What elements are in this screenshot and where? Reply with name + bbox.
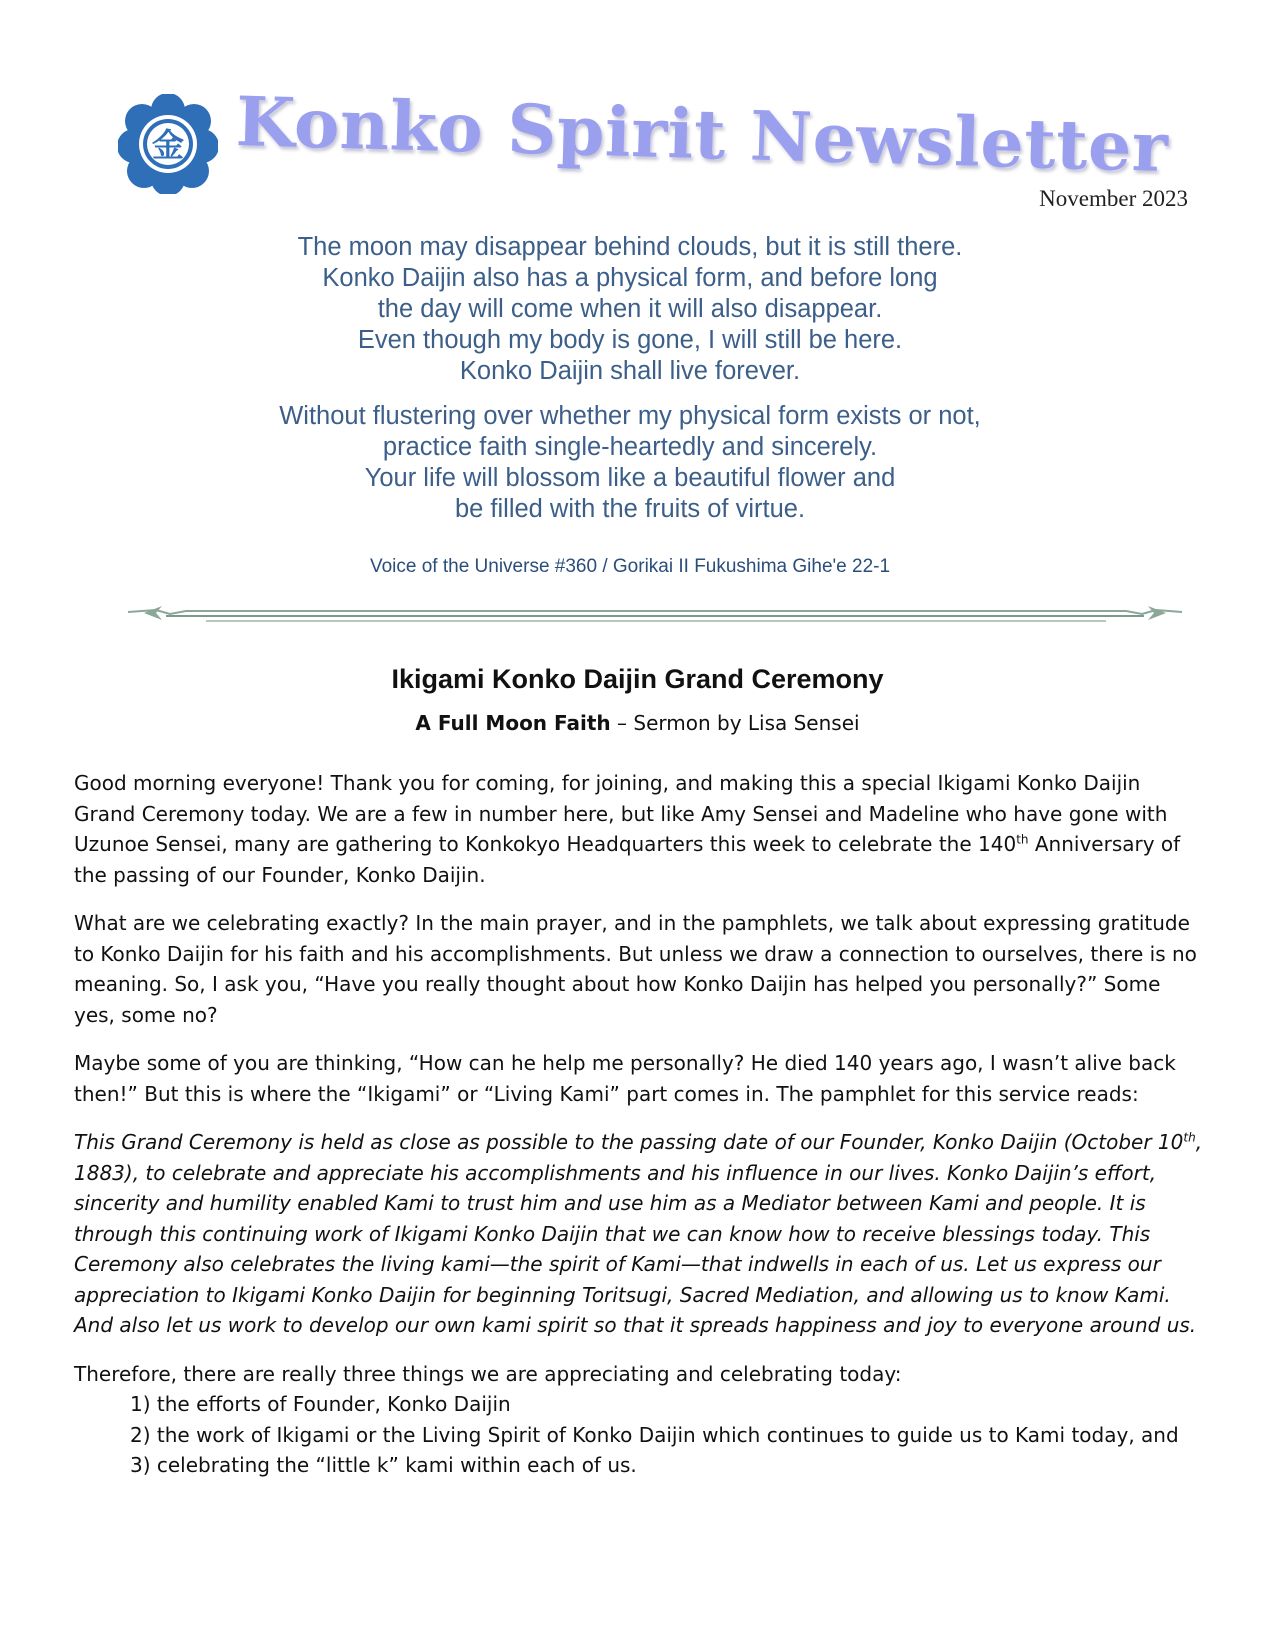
opening-quote	[200, 232, 1060, 539]
quote-text: This Grand Ceremony is held as close as possible to the passing date of our Founder, Konko Daijin (October 10	[74, 1130, 1184, 1154]
quote-line: practice faith single-heartedly and sincerely.	[382, 433, 878, 461]
article-subtitle	[0, 711, 1275, 735]
newsletter-title: Konko Spirit Newsletter	[234, 82, 1170, 189]
quote-line: The moon may disappear behind clouds, but it is still there.	[297, 233, 963, 261]
quote-line: Your life will blossom like a beautiful flower and	[364, 464, 896, 492]
crest-glyph: 金	[151, 126, 185, 164]
subtitle-bold: A Full Moon Faith	[415, 711, 611, 735]
list-item: 2) the work of Ikigami or the Living Spirit of Konko Daijin which continues to guide us to Kami today, and	[130, 1422, 1179, 1447]
celebration-list	[130, 1389, 1204, 1481]
quote-line: Even though my body is gone, I will still be here.	[357, 326, 903, 354]
quote-text: , 1883), to celebrate and appreciate his accomplishments and his influence in our lives. Konko Daijin’s effort, sincerity and humility enabled Kami to trust him and use him as a Mediator between Kami and people. It is through this continuing work of Ikigami Konko Daijin that we can know how to receive blessings today. This Ceremony also celebrates the living kami—the spirit of Kami—that indwells in each of us. Let us express our appreciation to Ikigami Konko Daijin for beginning Toritsugi, Sacred Mediation, and allowing us to know Kami. And also let us work to develop our own kami spirit so that it spreads happiness and joy to everyone around us.	[74, 1130, 1203, 1337]
paragraph-text: Anniversary of the passing of our Founder, Konko Daijin.	[74, 832, 1181, 887]
paragraph: What are we celebrating exactly? In the main prayer, and in the pamphlets, we talk about expressing gratitude to Konko Daijin for his faith and his accomplishments. But unless we draw a connection to ourselves, there is no meaning. So, I ask you, “Have you really thought about how Konko Daijin has helped you personally?” Some yes, some no?	[74, 911, 1197, 1027]
quote-citation: Voice of the Universe #360 / Gorikai II Fukushima Gihe'e 22-1	[369, 556, 891, 577]
superscript: th	[1183, 1130, 1196, 1145]
quote-line: the day will come when it will also disappear.	[377, 295, 883, 323]
list-item: 1) the efforts of Founder, Konko Daijin	[130, 1392, 511, 1416]
quote-line: be filled with the fruits of virtue.	[454, 495, 806, 523]
subtitle-rest: – Sermon by Lisa Sensei	[610, 711, 860, 735]
quote-stanza-2	[200, 401, 1060, 525]
article-body	[74, 768, 1204, 1481]
issue-date: November 2023	[1039, 186, 1188, 211]
list-item: 3) celebrating the “little k” kami within each of us.	[130, 1453, 637, 1477]
paragraph-text: Good morning everyone! Thank you for coming, for joining, and making this a special Ikigami Konko Daijin Grand Ceremony today. We are a few in number here, but like Amy Sensei and Madeline who have gone with Uzunoe Sensei, many are gathering to Konkokyo Headquarters this week to celebrate the 140	[74, 771, 1168, 856]
pamphlet-quote	[74, 1127, 1204, 1341]
quote-stanza-1	[200, 232, 1060, 387]
quote-line: Konko Daijin also has a physical form, and before long	[322, 264, 938, 292]
quote-line: Without flustering over whether my physical form exists or not,	[279, 402, 981, 430]
paragraph	[74, 768, 1204, 890]
article-title: Ikigami Konko Daijin Grand Ceremony	[391, 664, 884, 694]
superscript: th	[1016, 832, 1029, 847]
konkokyo-crest-icon	[118, 94, 218, 194]
masthead	[118, 78, 1170, 198]
ornamental-divider	[126, 600, 1184, 630]
paragraph: Maybe some of you are thinking, “How can he help me personally? He died 140 years ago, I wasn’t alive back then!” But this is where the “Ikigami” or “Living Kami” part comes in. The pamphlet for this service reads:	[74, 1051, 1176, 1106]
quote-line: Konko Daijin shall live forever.	[459, 357, 801, 385]
paragraph: Therefore, there are really three things we are appreciating and celebrating today:	[74, 1361, 902, 1386]
